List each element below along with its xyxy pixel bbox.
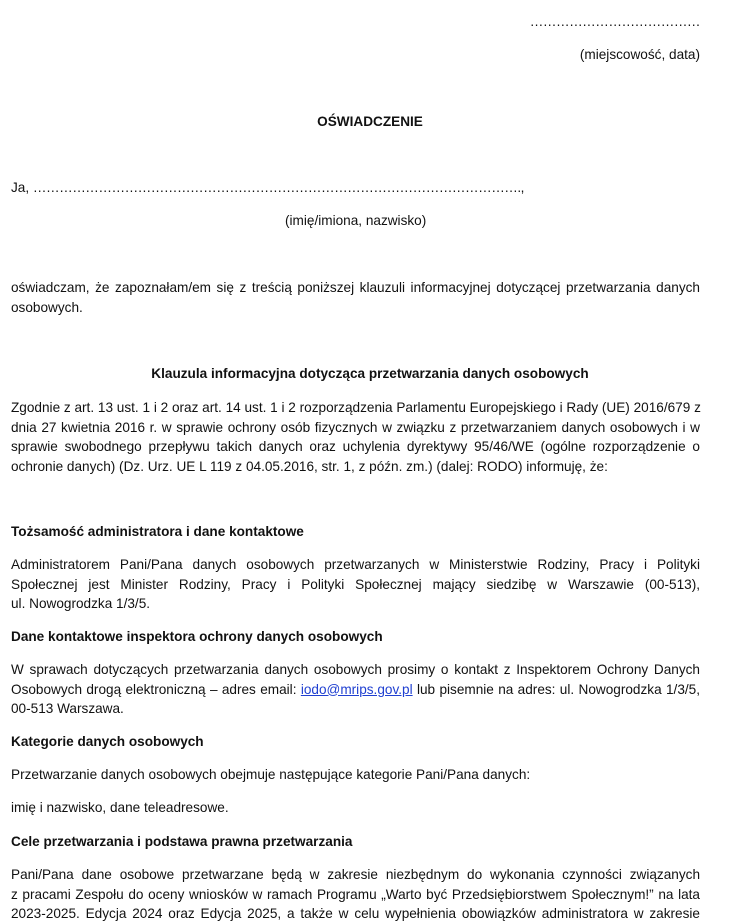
purposes-heading: Cele przetwarzania i podstawa prawna przetwarzania: [11, 834, 353, 849]
categories-list: imię i nazwisko, dane teleadresowe.: [11, 800, 229, 815]
iod-heading: Dane kontaktowe inspektora ochrony danych osobowych: [11, 629, 383, 644]
declarant-line: [11, 178, 524, 198]
purposes-line: z pracami Zespołu do oceny wniosków w ramach Programu „Warto być Przedsiębiorstwem Społecznym!” na lata: [11, 886, 700, 902]
intro-paragraph: [11, 398, 700, 476]
iod-line: W sprawach dotyczących przetwarzania danych osobowych prosimy o kontakt z Inspektorem Ochrony Danych: [11, 662, 700, 677]
name-label: (imię/imiona, nazwisko): [285, 213, 427, 228]
declarant-prefix: Ja,: [11, 180, 33, 195]
purposes-line: 2023-2025. Edycja 2024 oraz Edycja 2025, a także w celu wypełnienia obowiązków administratora w zakresie: [11, 906, 700, 921]
iod-line: 00-513 Warszawa.: [11, 701, 124, 716]
clause-title: Klauzula informacyjna dotycząca przetwarzania danych osobowych: [151, 366, 589, 381]
iod-line-text: Osobowych drogą elektroniczną – adres email:: [11, 681, 301, 697]
statement-line: osobowych.: [11, 299, 83, 315]
admin-line: ul. Nowogrodzka 1/3/5.: [11, 596, 151, 611]
iod-paragraph: [11, 660, 700, 719]
intro-line: ochronie danych) (Dz. Urz. UE L 119 z 04.05.2016, str. 1, z późn. zm.) (dalej: RODO) informuję, że:: [11, 458, 608, 474]
purposes-line: Pani/Pana dane osobowe przetwarzane będą w zakresie niezbędnym do wykonania czynności związanych: [11, 867, 700, 882]
categories-line: Przetwarzanie danych osobowych obejmuje następujące kategorie Pani/Pana danych:: [11, 767, 531, 782]
admin-heading: Tożsamość administratora i dane kontaktowe: [11, 524, 304, 539]
place-date-line: …………………………………: [529, 14, 700, 29]
categories-heading: Kategorie danych osobowych: [11, 734, 204, 749]
statement-paragraph: [11, 278, 700, 317]
purposes-paragraph: [11, 865, 700, 924]
iod-line: [11, 680, 700, 700]
admin-paragraph: [11, 555, 700, 614]
admin-line: Administratorem Pani/Pana danych osobowych przetwarzanych w Ministerstwie Rodziny, Pracy i Polityki: [11, 557, 700, 572]
document-title: OŚWIADCZENIE: [317, 114, 423, 129]
iod-line-text: lub pisemnie na adres: ul. Nowogrodzka 1/3/5,: [412, 681, 700, 697]
name-fill-line: ………………………………………………………………………………………………….,: [32, 180, 524, 195]
place-date-label: (miejscowość, data): [579, 47, 700, 62]
statement-line: oświadczam, że zapoznałam/em się z treścią poniższej klauzuli informacyjnej dotyczącej przetwarzania danych: [11, 280, 700, 295]
intro-line: dnia 27 kwietnia 2016 r. w sprawie ochrony osób fizycznych w związku z przetwarzaniem danych osobowych i w: [11, 419, 700, 435]
iod-email-link[interactable]: iodo@mrips.gov.pl: [300, 681, 413, 697]
intro-line: sprawie swobodnego przepływu takich danych oraz uchylenia dyrektywy 95/46/WE (ogólne rozporządzenie o: [11, 439, 700, 454]
intro-line: Zgodnie z art. 13 ust. 1 i 2 oraz art. 14 ust. 1 i 2 rozporządzenia Parlamentu Europejskiego i Rady (UE) 2016/679 z: [11, 400, 701, 415]
admin-line: Społecznej jest Minister Rodziny, Pracy i Polityki Społecznej mający siedzibę w Warszawie (00-513),: [11, 576, 700, 592]
